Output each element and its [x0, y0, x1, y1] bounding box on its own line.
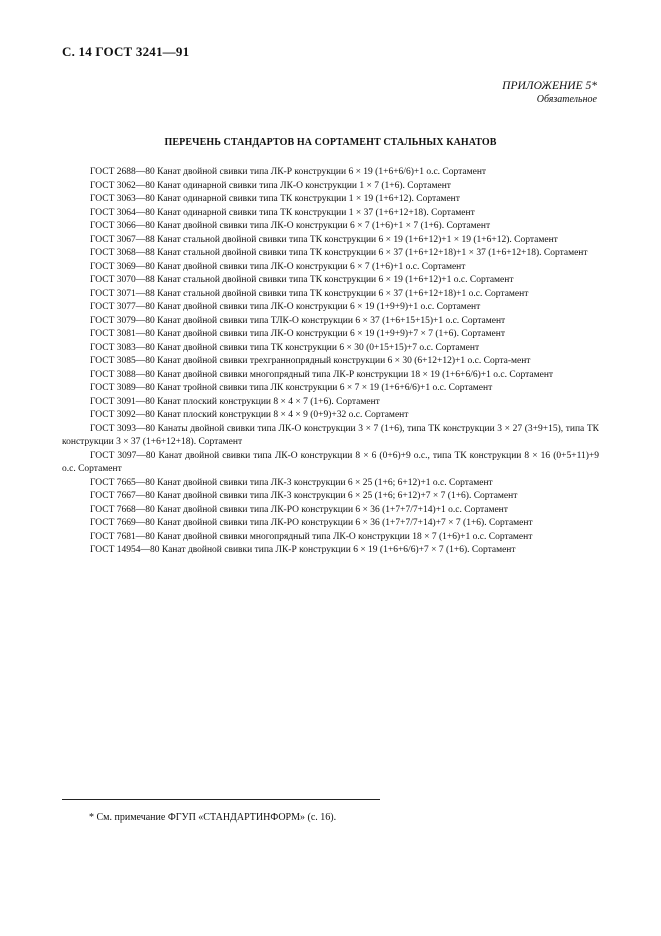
list-item: ГОСТ 7668—80 Канат двойной свивки типа ЛК-РО конструкции 6 × 36 (1+7+7/7+14)+1 о.с. Сортамент — [90, 504, 508, 515]
list-item: ГОСТ 7669—80 Канат двойной свивки типа ЛК-РО конструкции 6 × 36 (1+7+7/7+14)+7 × 7 (1+6). Сортамент — [90, 518, 533, 528]
list-item: ГОСТ 3088—80 Канат двойной свивки многопрядный типа ЛК-Р конструкции 18 × 19 (1+6+6/6)+1 о.с. Сортамент — [90, 369, 554, 380]
list-item: ГОСТ 7665—80 Канат двойной свивки типа ЛК-3 конструкции 6 × 25 (1+6; 6+12)+1 о.с. Сортамент — [90, 477, 493, 488]
appendix-block — [502, 80, 597, 106]
list-item: ГОСТ 14954—80 Канат двойной свивки типа ЛК-Р конструкции 6 × 19 (1+6+6/6)+7 × 7 (1+6). Сортамент — [90, 545, 516, 555]
list-item: ГОСТ 3091—80 Канат плоский конструкции 8 × 4 × 7 (1+6). Сортамент — [90, 396, 380, 407]
list-item: ГОСТ 3083—80 Канат двойной свивки типа ТК конструкции 6 × 30 (0+15+15)+7 о.с. Сортамент — [90, 342, 480, 353]
footnote-divider — [62, 799, 380, 800]
list-item: ГОСТ 3067—88 Канат стальной двойной свивки типа ТК конструкции 6 × 19 (1+6+12)+1 × 19 (1+6+12). Сортамент — [90, 234, 558, 245]
list-item: ГОСТ 3069—80 Канат двойной свивки типа ЛК-О конструкции 6 × 7 (1+6)+1 о.с. Сортамент — [90, 261, 466, 272]
footnote: * См. примечание ФГУП «СТАНДАРТИНФОРМ» (с. 16). — [89, 812, 337, 823]
list-item: ГОСТ 3071—88 Канат стальной двойной свивки типа ТК конструкции 6 × 37 (1+6+12+18)+1 о.с. Сортамент — [90, 288, 529, 299]
list-item: ГОСТ 3063—80 Канат одинарной свивки типа ТК конструкции 1 × 19 (1+6+12). Сортамент — [90, 194, 460, 204]
list-item: ГОСТ 3079—80 Канат двойной свивки типа ТЛК-О конструкции 6 × 37 (1+6+15+15)+1 о.с. Сортамент — [90, 315, 506, 326]
list-item: ГОСТ 3066—80 Канат двойной свивки типа ЛК-О конструкции 6 × 7 (1+6)+1 × 7 (1+6). Сортамент — [90, 221, 491, 231]
list-item: ГОСТ 3092—80 Канат плоский конструкции 8 × 4 × 9 (0+9)+32 о.с. Сортамент — [90, 410, 409, 420]
list-item: ГОСТ 3093—80 Канаты двойной свивки типа ЛК-О конструкции 3 × 7 (1+6), типа ТК конструкции 3 × 27 (3+9+15), типа ТК конструкции 3 × 37 (1+6+12+18). Сортамент — [62, 423, 599, 447]
list-item: ГОСТ 3081—80 Канат двойной свивки типа ЛК-О конструкции 6 × 19 (1+9+9)+7 × 7 (1+6). Сортамент — [90, 329, 505, 339]
standards-list — [62, 166, 599, 558]
list-item: ГОСТ 3068—88 Канат стальной двойной свивки типа ТК конструкции 6 × 37 (1+6+12+18)+1 × 37 (1+6+12+18). Сортамент — [90, 248, 588, 258]
list-item: ГОСТ 2688—80 Канат двойной свивки типа ЛК-Р конструкции 6 × 19 (1+6+6/6)+1 о.с. Сортамент — [90, 167, 487, 177]
list-item: ГОСТ 3064—80 Канат одинарной свивки типа ТК конструкции 1 × 37 (1+6+12+18). Сортамент — [90, 207, 475, 218]
list-item: ГОСТ 3085—80 Канат двойной свивки трехграннопрядный конструкции 6 × 30 (6+12+12)+1 о.с. Сорта-мент — [90, 356, 531, 366]
page-header: С. 14 ГОСТ 3241—91 — [62, 44, 190, 59]
list-item: ГОСТ 7667—80 Канат двойной свивки типа ЛК-3 конструкции 6 × 25 (1+6; 6+12)+7 × 7 (1+6). Сортамент — [90, 491, 518, 501]
list-item: ГОСТ 3077—80 Канат двойной свивки типа ЛК-О конструкции 6 × 19 (1+9+9)+1 о.с. Сортамент — [90, 302, 481, 312]
list-item: ГОСТ 3089—80 Канат тройной свивки типа ЛК конструкции 6 × 7 × 19 (1+6+6/6)+1 о.с. Сортамент — [90, 383, 493, 393]
appendix-status: Обязательное — [536, 94, 597, 105]
section-heading: ПЕРЕЧЕНЬ СТАНДАРТОВ НА СОРТАМЕНТ СТАЛЬНЫХ КАНАТОВ — [164, 137, 497, 148]
list-item: ГОСТ 3070—88 Канат стальной двойной свивки типа ТК конструкции 6 × 19 (1+6+12)+1 о.с. Сортамент — [90, 275, 514, 285]
list-item: ГОСТ 7681—80 Канат двойной свивки многопрядный типа ЛК-О конструкции 18 × 7 (1+6)+1 о.с. Сортамент — [90, 531, 533, 542]
appendix-label: ПРИЛОЖЕНИЕ 5* — [502, 80, 597, 92]
list-item: ГОСТ 3097—80 Канат двойной свивки типа ЛК-О конструкции 8 × 6 (0+6)+9 о.с., типа ТК конструкции 8 × 16 (0+5+11)+9 о.с. Сортамент — [62, 450, 599, 474]
list-item: ГОСТ 3062—80 Канат одинарной свивки типа ЛК-О конструкции 1 × 7 (1+6). Сортамент — [90, 180, 451, 191]
